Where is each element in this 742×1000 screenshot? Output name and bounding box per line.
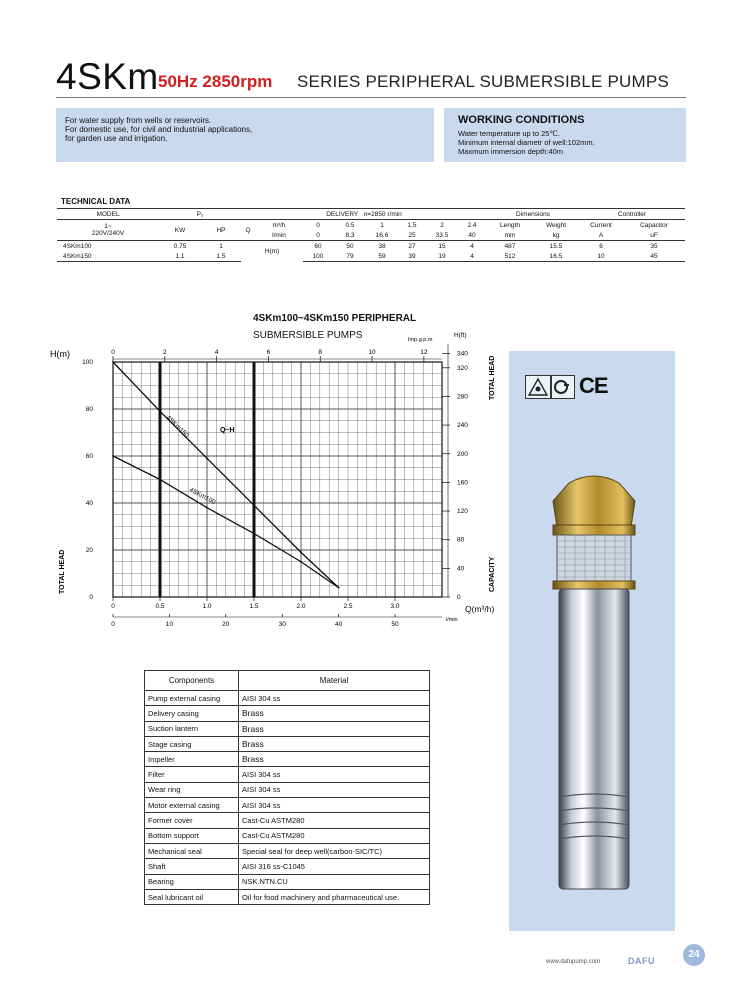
data-point (206, 457, 208, 459)
top-tick-label: 4 (214, 349, 219, 356)
component-material: Brass (239, 736, 430, 751)
bottom-tick-label: 1.0 (202, 603, 212, 610)
materials-row (145, 828, 430, 843)
data-point (206, 507, 208, 509)
head-value: 4 (470, 242, 474, 250)
materials-row (145, 843, 430, 858)
curve-label: Q~H (220, 427, 235, 434)
left-axis-title: TOTAL HEAD (59, 549, 66, 594)
pump-image (539, 475, 649, 895)
working-condition-line: Minimum internal diametr of well:102mm. (458, 138, 595, 147)
component-name: Pump external casing (145, 691, 239, 706)
component-material: AISI 316 ss-C1045 (239, 859, 430, 874)
data-point (159, 410, 161, 412)
materials-row (145, 721, 430, 736)
header-weight: Weight (533, 220, 579, 231)
data-point (300, 561, 302, 563)
row-current: 6 (599, 242, 603, 250)
data-point (112, 455, 114, 457)
right-tick-label: 40 (457, 565, 465, 573)
series-title: SERIES PERIPHERAL SUBMERSIBLE PUMPS (297, 72, 669, 91)
page-number: 24 (683, 944, 705, 966)
q-lmin-value: 33.5 (427, 230, 457, 241)
chart-grid (113, 362, 442, 597)
top-tick-label: 0 (111, 349, 115, 356)
q-value: 2.4 (457, 220, 487, 231)
product-photo-panel (509, 351, 675, 931)
component-name: Impeller (145, 752, 239, 767)
materials-row (145, 798, 430, 813)
lmin-tick-label: 20 (222, 621, 230, 628)
unit-kg: kg (533, 230, 579, 241)
row-model: 4SKm150 (57, 251, 159, 262)
head-value: 27 (408, 242, 416, 250)
q-lmin-value: 16.6 (367, 230, 397, 241)
materials-row (145, 859, 430, 874)
x-axis-label: Q(m³/h) (465, 604, 495, 614)
component-name: Mechanical seal (145, 843, 239, 858)
component-name: Bottom support (145, 828, 239, 843)
model-title: 4SKm (56, 56, 159, 97)
header-p2: P₂ (159, 209, 241, 220)
ce-mark: CE (579, 373, 608, 398)
row-length: 487 (504, 242, 516, 250)
head-value: 4 (457, 251, 487, 262)
top-tick-label: 6 (266, 349, 271, 356)
component-name: Stage casing (145, 736, 239, 751)
component-name: Former cover (145, 813, 239, 828)
top-tick-label: 10 (368, 349, 376, 356)
series-label: 4SKm100 (188, 486, 217, 507)
data-point (253, 504, 255, 506)
header-material: Material (239, 671, 430, 691)
right-axis-title: TOTAL HEAD (489, 355, 496, 400)
materials-row (145, 813, 430, 828)
top-tick-label: 12 (420, 349, 428, 356)
bottom-tick-label: 3.0 (390, 603, 400, 610)
website-url[interactable]: www.dafupump.com (546, 959, 601, 965)
left-tick-label: 80 (85, 406, 93, 413)
component-material: Brass (239, 721, 430, 736)
materials-row (145, 874, 430, 889)
head-value: 38 (378, 242, 386, 250)
header-delivery: DELIVERY n=2850 r/min (241, 209, 487, 220)
right-tick-label: 200 (457, 450, 468, 458)
materials-row (145, 767, 430, 782)
component-name: Filter (145, 767, 239, 782)
header-model: MODEL (57, 209, 159, 220)
working-condition-line: Maxmum immersion depth:40m (458, 147, 564, 156)
unit-a: A (579, 230, 623, 241)
working-condition-line: Water temperature up to 25℃. (458, 129, 560, 138)
row-hp: 1 (219, 242, 223, 250)
bottom-tick-label: 0.5 (155, 603, 165, 610)
component-name: Seal lubricant oil (145, 889, 239, 904)
header-kw: KW (159, 220, 201, 241)
component-name: Shaft (145, 859, 239, 874)
row-capacitor: 35 (650, 242, 658, 250)
brand-logo: DAFU (628, 956, 655, 966)
materials-row (145, 706, 430, 721)
intro-line: For domestic use, for civil and industrial applications, (65, 125, 253, 134)
right-tick-label: 240 (457, 422, 468, 430)
materials-row (145, 782, 430, 797)
lmin-label: l/min (446, 617, 458, 623)
q-lmin-value: 40 (457, 230, 487, 241)
component-material: Brass (239, 706, 430, 721)
q-value: 2 (427, 220, 457, 231)
series-label: 4SKm150 (164, 414, 191, 440)
chart-labels (50, 332, 496, 628)
head-value: 59 (367, 251, 397, 262)
row-length: 512 (487, 251, 533, 262)
component-material: NSK.NTN.CU (239, 874, 430, 889)
capacity-axis-title: CAPACITY (489, 556, 496, 592)
left-tick-label: 40 (85, 500, 93, 507)
materials-row (145, 889, 430, 904)
head-value: 39 (397, 251, 427, 262)
head-value: 60 (314, 242, 322, 250)
unit-uf: uF (623, 230, 685, 241)
header-current: Current (579, 220, 623, 231)
component-material: AISI 304 ss (239, 782, 430, 797)
head-value: 15 (438, 242, 446, 250)
data-point (253, 533, 255, 535)
working-conditions-heading: WORKING CONDITIONS (458, 114, 585, 126)
head-value: 19 (427, 251, 457, 262)
row-weight: 15.5 (549, 242, 563, 250)
row-kw: 1.1 (159, 251, 201, 262)
left-tick-label: 0 (89, 594, 93, 601)
component-material: Brass (239, 752, 430, 767)
data-point (338, 587, 340, 589)
head-value: 50 (346, 242, 354, 250)
right-tick-label: 160 (457, 479, 468, 487)
component-material: AISI 304 ss (239, 767, 430, 782)
q-value: 0 (303, 220, 333, 231)
bottom-tick-label: 2.0 (296, 603, 306, 610)
intro-line: for garden use and irrigation. (65, 134, 168, 143)
component-name: Motor external casing (145, 798, 239, 813)
q-value: 1 (367, 220, 397, 231)
left-tick-label: 60 (85, 453, 93, 460)
h-ft-label: H(ft) (454, 332, 467, 339)
right-tick-label: 320 (457, 364, 468, 372)
right-tick-label: 120 (457, 508, 468, 516)
top-tick-label: 2 (162, 349, 167, 356)
q-lmin-value: 0 (303, 230, 333, 241)
lmin-tick-label: 50 (391, 621, 399, 628)
header-length: Length (487, 220, 533, 231)
materials-table (144, 670, 430, 905)
header-components: Components (145, 671, 239, 691)
header-controller: Controller (579, 209, 685, 220)
bottom-tick-label: 2.5 (343, 603, 353, 610)
voltage-cell: 1~ 220V/240V (57, 220, 159, 241)
materials-header-row (145, 671, 430, 691)
chart-subtitle: SUBMERSIBLE PUMPS (253, 330, 363, 341)
unit-hm: H(m) (264, 247, 280, 255)
header-q: Q (241, 220, 255, 241)
row-weight: 16.5 (533, 251, 579, 262)
gs-mark-icon (551, 375, 575, 399)
header-capacitor: Capacitor (623, 220, 685, 231)
unit-mm: mm (487, 230, 533, 241)
right-tick-label: 340 (457, 350, 468, 358)
component-name: Suction lantern (145, 721, 239, 736)
y-axis-label: H(m) (50, 349, 70, 359)
left-tick-label: 20 (85, 547, 93, 554)
q-value: 1.5 (397, 220, 427, 231)
component-material: Cast-Cu ASTM280 (239, 813, 430, 828)
component-material: Special seal for deep well(carbon-SIC/TC) (239, 843, 430, 858)
certification-mark-icon (525, 375, 551, 399)
unit-m3h: m³/h (255, 220, 303, 231)
right-tick-label: 280 (457, 393, 468, 401)
materials-row (145, 736, 430, 751)
data-point (300, 551, 302, 553)
materials-row (145, 691, 430, 706)
left-tick-label: 100 (82, 359, 93, 366)
right-tick-label: 0 (457, 594, 461, 601)
component-material: AISI 304 ss (239, 798, 430, 813)
lmin-tick-label: 10 (165, 621, 174, 628)
component-material: AISI 304 ss (239, 691, 430, 706)
imp-gpm-label: Imp.g.p.m (408, 337, 433, 343)
bottom-tick-label: 1.5 (249, 603, 259, 610)
component-material: Oil for food machinery and pharmaceutical use. (239, 889, 430, 904)
row-kw: 0.75 (173, 242, 187, 250)
row-capacitor: 45 (623, 251, 685, 262)
data-point (159, 479, 161, 481)
component-name: Wear ring (145, 782, 239, 797)
lmin-tick-label: 0 (111, 621, 115, 628)
component-material: Cast-Cu ASTM280 (239, 828, 430, 843)
header-hp: HP (201, 220, 241, 241)
q-lmin-value: 8.3 (333, 230, 367, 241)
right-tick-label: 80 (457, 536, 465, 544)
bottom-tick-label: 0 (111, 603, 115, 610)
head-value: 100 (303, 251, 333, 262)
intro-line: For water supply from wells or reservoirs. (65, 116, 212, 125)
q-value: 0.5 (333, 220, 367, 231)
lmin-tick-label: 40 (334, 621, 343, 628)
q-lmin-value: 25 (397, 230, 427, 241)
materials-row (145, 752, 430, 767)
lmin-tick-label: 30 (278, 621, 286, 628)
spec-title: 50Hz 2850rpm (158, 72, 273, 91)
row-current: 10 (579, 251, 623, 262)
chart-title: 4SKm100~4SKm150 PERIPHERAL (253, 313, 417, 324)
row-hp: 1.5 (201, 251, 241, 262)
row-model: 4SKm100 (63, 242, 92, 250)
top-tick-label: 8 (318, 349, 323, 356)
head-value: 79 (333, 251, 367, 262)
component-name: Bearing (145, 874, 239, 889)
unit-lmin: l/min (255, 230, 303, 241)
technical-data-title: TECHNICAL DATA (61, 197, 131, 206)
component-name: Delivery casing (145, 706, 239, 721)
header-dimensions: Dimensions (487, 209, 579, 220)
